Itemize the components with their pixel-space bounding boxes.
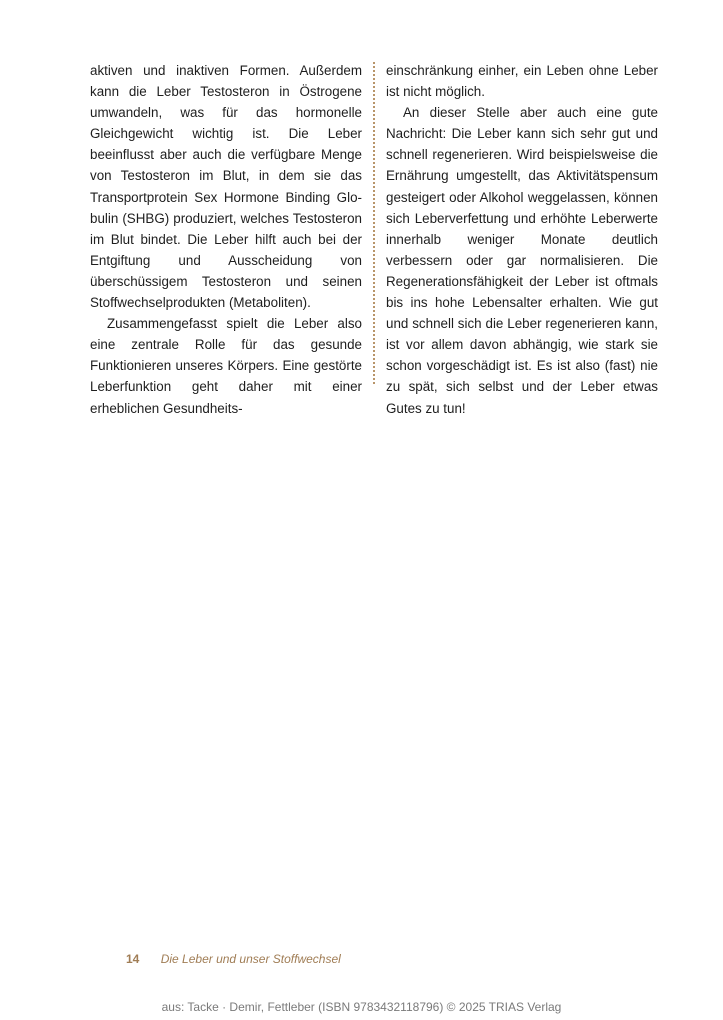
paragraph: einschränkung einher, ein Leben ohne Leber ist nicht möglich. [386, 63, 658, 100]
right-column [386, 60, 658, 419]
running-title: Die Leber und unser Stoffwechsel [160, 952, 341, 966]
column-divider [373, 62, 375, 384]
paragraph: Zusammengefasst spielt die Leber also eine zentrale Rolle für das gesunde Funktionieren unseres Körpers. Eine gestörte Leberfunktion geht daher mit einer erheblichen Gesundheits- [90, 316, 362, 416]
left-column [90, 60, 362, 419]
page-number: 14 [126, 952, 140, 966]
source-footer: aus: Tacke · Demir, Fettleber (ISBN 9783432118796) © 2025 TRIAS Verlag [161, 1000, 562, 1014]
paragraph: aktiven und inaktiven Formen. Außerdem kann die Leber Testosteron in Östrogene umwandeln, was für das hormonelle Gleichgewicht wichtig ist. Die Leber beeinflusst aber auch die verfügbare Menge von Testosteron im Blut, in dem sie das Transportprotein Sex Hormone Binding Globulin (SHBG) produziert, welches Testosteron im Blut bindet. Die Leber hilft auch bei der Entgiftung und Ausscheidung von überschüssigem Testosteron und seinen Stoffwechselprodukten (Metaboliten). [90, 63, 362, 311]
page-folio [126, 952, 341, 966]
paragraph: An dieser Stelle aber auch eine gute Nachricht: Die Leber kann sich sehr gut und schnell regenerieren. Wird beispielsweise die Ernährung umgestellt, das Aktivitätspensum gesteigert oder Alkohol weggelassen, können sich Leberverfettung und erhöhte Leberwerte innerhalb weniger Monate deutlich verbessern oder gar normalisieren. Die Regenerationsfähigkeit der Leber ist oftmals bis ins hohe Lebensalter erhalten. Wie gut und schnell sich die Leber regenerieren kann, ist vor allem davon abhängig, wie stark sie schon vorgeschädigt ist. Es ist also (fast) nie zu spät, sich selbst und der Leber etwas Gutes zu tun! [386, 105, 658, 416]
